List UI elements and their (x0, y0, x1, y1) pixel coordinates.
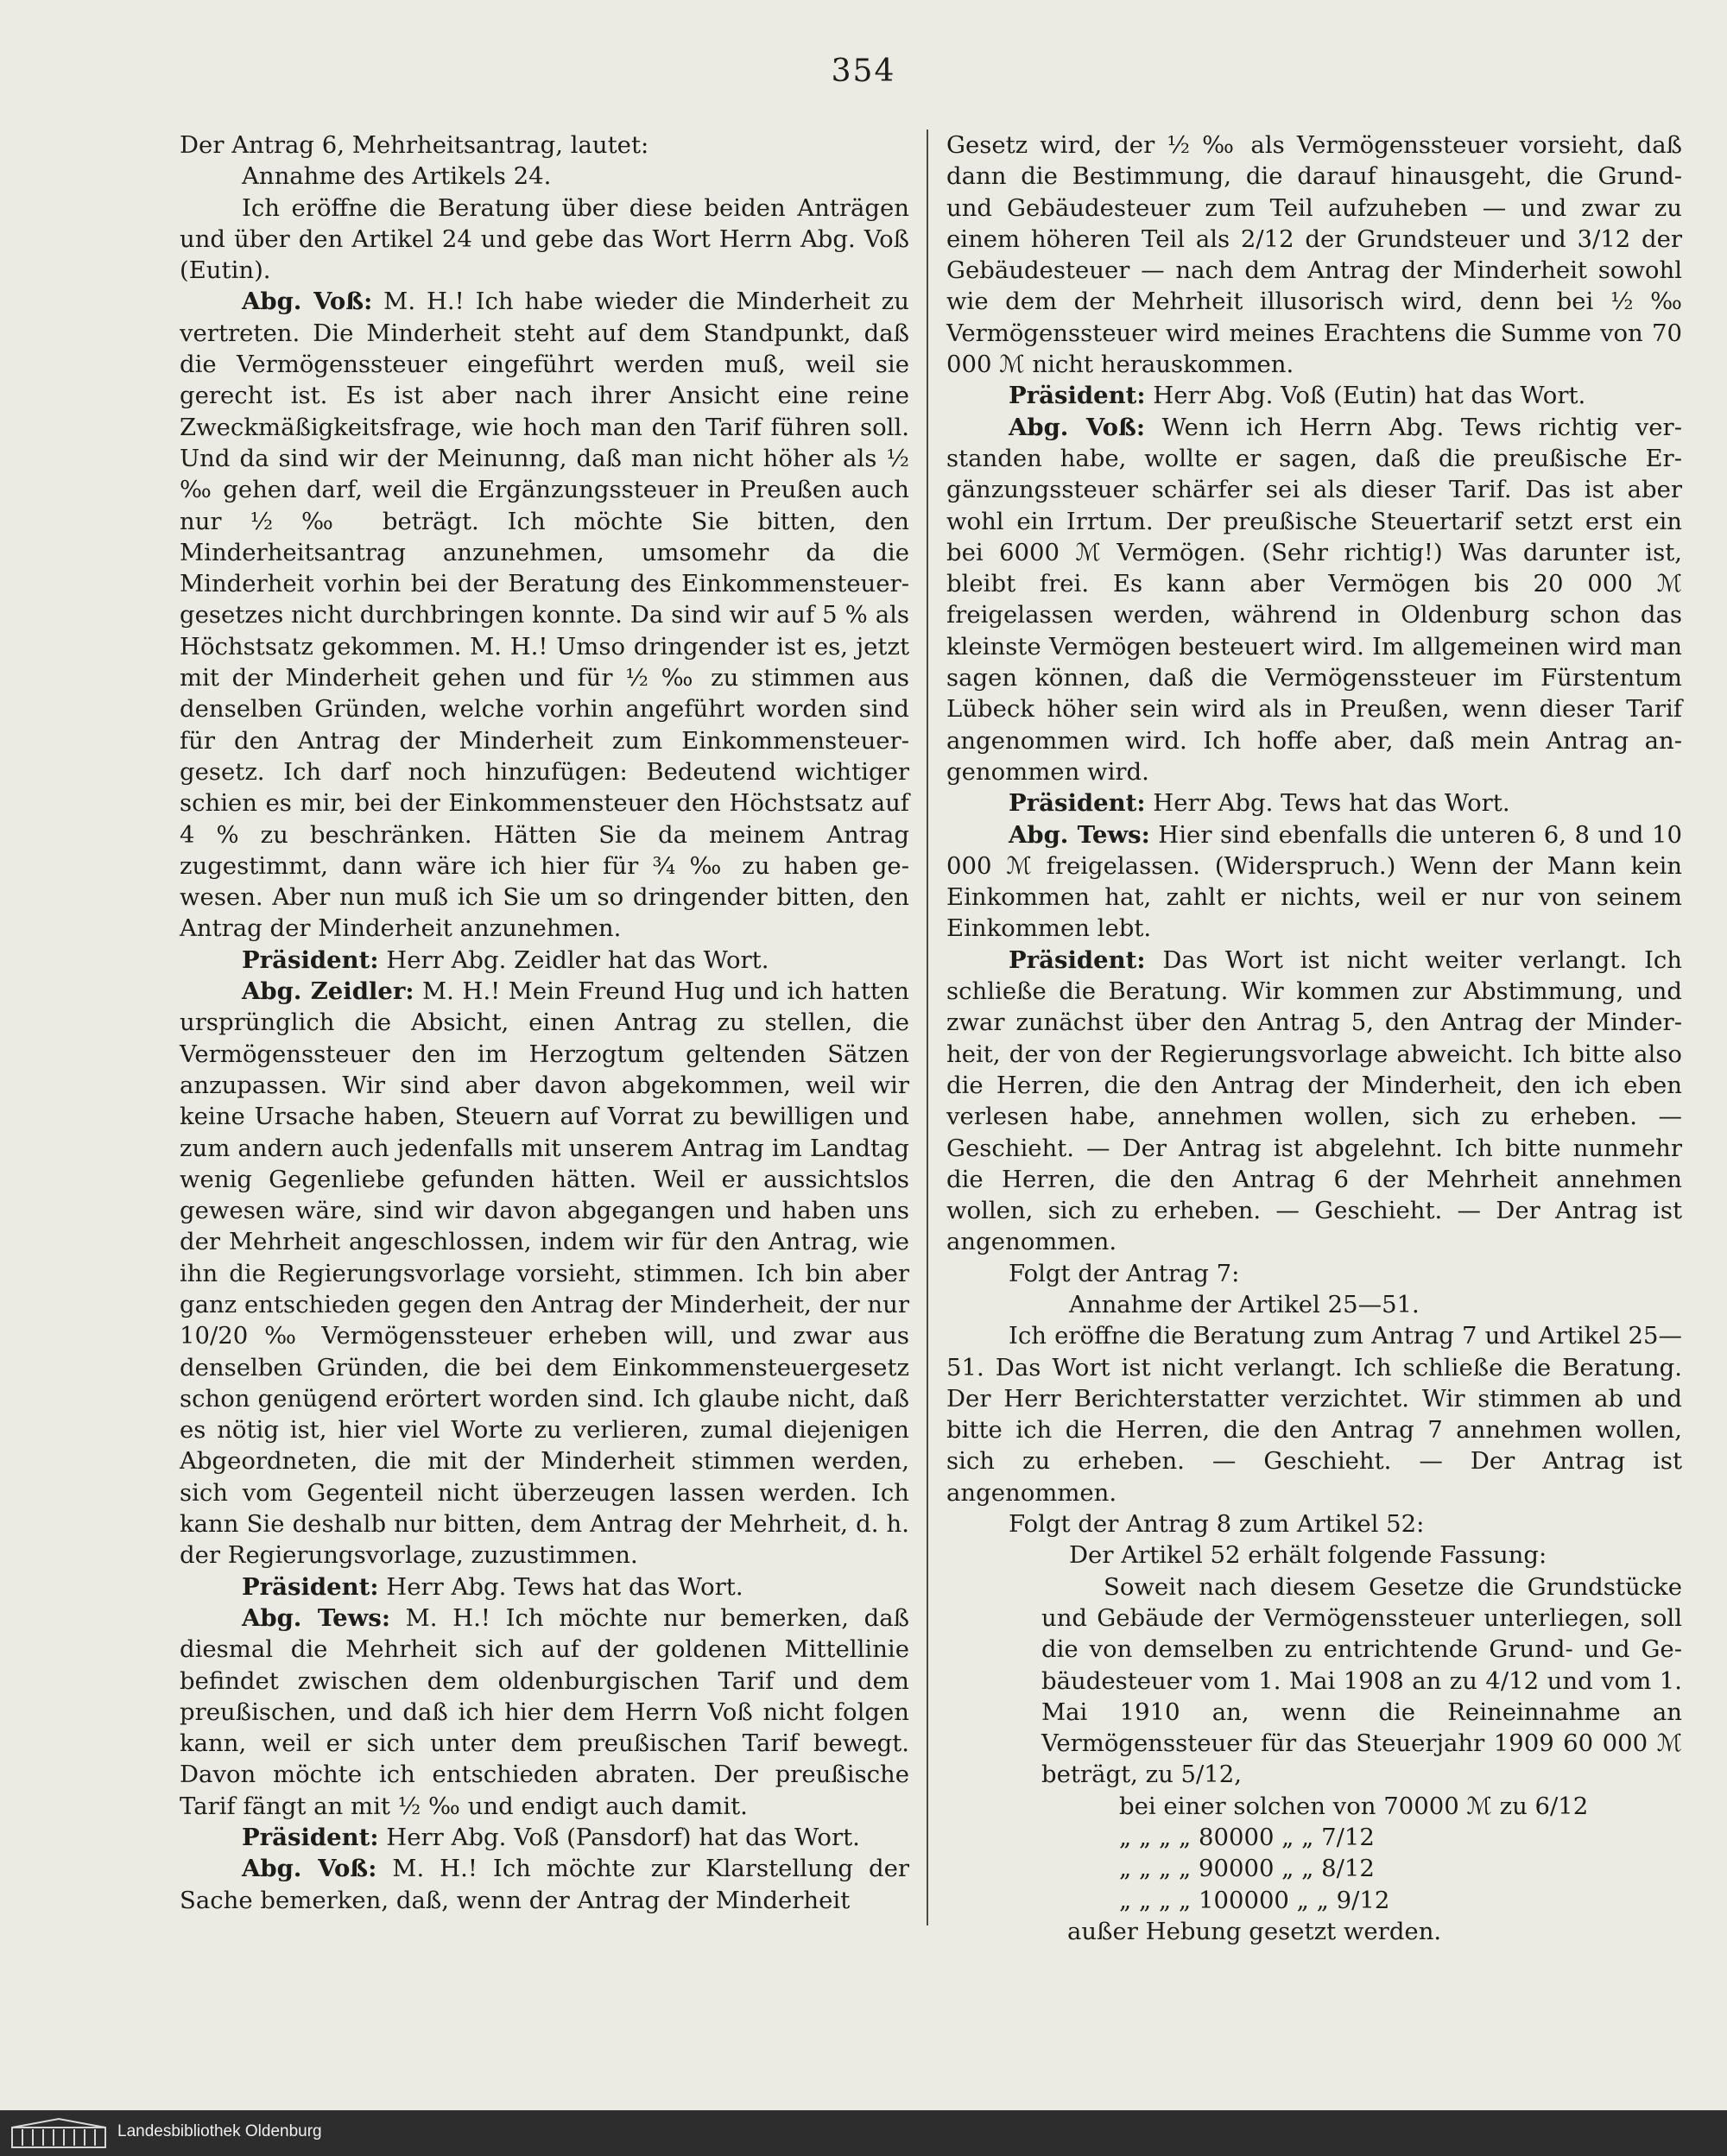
column-divider (927, 130, 928, 1925)
speaker-label: Abg. Tews: (242, 1603, 390, 1632)
speaker-label: Präsident: (1009, 382, 1146, 410)
paragraph: Folgt der Antrag 7: (1009, 1259, 1240, 1287)
paragraph: Annahme des Artikels 24. (242, 162, 552, 191)
speaker-label: Abg. Voß: (242, 288, 373, 316)
speech-text: M. H.! Ich möchte zur Klarstellung der Sache bemerken, daß, wenn der Antrag der Minderheit (180, 1855, 909, 1914)
speaker-label: Präsident: (242, 945, 379, 974)
left-column (180, 130, 909, 1916)
speech-text: Herr Abg. Zeidler hat das Wort. (378, 945, 769, 974)
speaker-label: Abg. Zeidler: (242, 977, 414, 1006)
speaker-label: Präsident: (1009, 945, 1146, 974)
speech-paragraph (946, 380, 1682, 411)
paragraph: Annahme der Artikel 25—51. (1069, 1290, 1420, 1318)
speech-paragraph (180, 1603, 909, 1822)
speech-paragraph (946, 412, 1682, 788)
paragraph: Soweit nach diesem Gesetze die Grundstücke und Gebäude der Vermögenssteuer unterliegen, soll die von demselben zu entrichtende Grund- und Gebäudesteuer vom 1. Mai 1908 an zu 4/12 und vom 1. Mai 1910 an, wenn die Reineinnahme an Vermögenssteuer für das Steuerjahr 1909 60 000 ℳ beträgt, zu 5/12, (1041, 1572, 1682, 1789)
speech-text: Wenn ich Herrn Abg. Tews richtig verstanden habe, wollte er sagen, daß die preußische Ergänzungssteuer schärfer sei als dieser Tarif. Das ist aber wohl ein Irrtum. Der preußische Steuertarif setzt erst ein bei 6000 ℳ Vermögen. (Sehr richtig!) Was darunter ist, bleibt frei. Es kann aber Vermögen bis 20 000 ℳ freigelassen werden, während in Oldenburg schon das kleinste Vermögen besteuert wird. Im allgemeinen wird man sagen können, daß die Vermögenssteuer im Fürstentum Lübeck höher sein wird als in Preußen, wenn dieser Tarif angenommen wird. Ich hoffe aber, daß mein Antrag angenommen wird. (946, 413, 1682, 786)
paragraph: außer Hebung gesetzt werden. (1067, 1917, 1442, 1945)
speaker-label: Präsident: (1009, 789, 1146, 818)
speaker-label: Abg. Tews: (1009, 820, 1150, 849)
speech-text: M. H.! Mein Freund Hug und ich hatten ursprünglich die Absicht, einen Antrag zu stellen, die Vermögenssteuer den im Herzogtum geltenden Sätzen anzupassen. Wir sind aber davon abgekommen, weil wir keine Ursache haben, Steuern auf Vorrat zu bewilligen und zum andern auch jedenfalls mit unserem Antrag im Landtag wenig Gegenliebe gefunden hätten. Weil er aussichtslos gewesen wäre, sind wir davon abgegangen und haben uns der Mehrheit angeschlossen, indem wir für den Antrag, wie ihn die Regierungsvorlage vorsieht, stimmen. Ich bin aber ganz entschieden gegen den Antrag der Minderheit, der nur 10/20 ‰ Vermögenssteuer erheben will, und zwar aus denselben Gründen, die bei dem Einkommensteuergesetz schon genügend erörtert worden sind. Ich glaube nicht, daß es nötig ist, hier viel Worte zu verlieren, zumal diejenigen Abgeordneten, die mit der Minderheit stimmen werden, sich vom Gegenteil nicht überzeugen lassen werden. Ich kann Sie deshalb nur bitten, dem Antrag der Mehrheit, d. h. der Regierungsvorlage, zuzustimmen. (180, 977, 909, 1570)
speech-paragraph (180, 1822, 909, 1853)
library-name: Landesbibliothek Oldenburg (117, 2122, 322, 2140)
speech-text: Herr Abg. Voß (Pansdorf) hat das Wort. (378, 1824, 860, 1852)
speaker-label: Abg. Voß: (242, 1855, 377, 1883)
speech-paragraph (946, 945, 1682, 1258)
paragraph: Der Antrag 6, Mehrheitsantrag, lautet: (180, 131, 649, 159)
paragraph: Der Artikel 52 erhält folgende Fassung: (1069, 1541, 1547, 1570)
speech-text: M. H.! Ich habe wieder die Minderheit zu vertreten. Die Minderheit steht auf dem Standpunkt, daß die Vermögenssteuer eingeführt werden muß, weil sie gerecht ist. Es ist aber nach ihrer Ansicht eine reine Zweckmäßigkeitsfrage, wie hoch man den Tarif führen soll. Und da sind wir der Meinunng, daß man nicht höher als ½ ‰ gehen darf, weil die Ergänzungssteuer in Preußen auch nur ½ ‰ beträgt. Ich möchte Sie bitten, den Minderheitsantrag anzunehmen, umsomehr da die Minderheit vorhin bei der Beratung des Einkommensteuergesetzes nicht durchbringen konnte. Da sind wir auf 5 % als Höchstsatz gekommen. M. H.! Umso dringender ist es, jetzt mit der Minderheit gehen und für ½ ‰ zu stimmen aus denselben Gründen, welche vorhin angeführt worden sind für den Antrag der Minderheit zum Einkommensteuergesetz. Ich darf noch hinzufügen: Bedeutend wichtiger schien es mir, bei der Einkommensteuer den Höchstsatz auf 4 % zu beschränken. Hätten Sie da meinem Antrag zugestimmt, dann wäre ich hier für ¾ ‰ zu haben gewesen. Aber nun muß ich Sie um so dringender bitten, den Antrag der Minderheit anzunehmen. (180, 288, 909, 943)
speaker-label: Abg. Voß: (1009, 413, 1146, 441)
right-column (946, 130, 1682, 1947)
paragraph: Ich eröffne die Beratung über diese beiden Anträgen und über den Artikel 24 und gebe das Wort Herrn Abg. Voß (Eutin). (180, 193, 909, 285)
paragraph: Folgt der Antrag 8 zum Artikel 52: (1009, 1510, 1425, 1539)
speech-paragraph (180, 1571, 909, 1603)
tariff-line: „ „ „ „ 80000 „ „ 7/12 (1119, 1824, 1375, 1852)
speech-text: Herr Abg. Tews hat das Wort. (1145, 789, 1510, 818)
tariff-line: „ „ „ „ 100000 „ „ 9/12 (1119, 1886, 1390, 1914)
speech-text: M. H.! Ich möchte nur bemerken, daß diesmal die Mehrheit sich auf der goldenen Mittellinie befindet zwischen dem oldenburgischen Tarif und dem preußischen, und daß ich hier dem Herrn Voß nicht folgen kann, weil er sich unter dem preußischen Tarif bewegt. Davon möchte ich entschieden abraten. Der preußische Tarif fängt an mit ½ ‰ und endigt auch damit. (180, 1603, 909, 1820)
speech-text: Das Wort ist nicht weiter verlangt. Ich schließe die Beratung. Wir kommen zur Abstimmung, und zwar zunächst über den Antrag 5, den Antrag der Minderheit, der von der Regierungsvorlage abweicht. Ich bitte also die Herren, die den Antrag der Minderheit, den ich eben verlesen habe, annehmen wollen, sich zu erheben. — Geschieht. — Der Antrag ist abgelehnt. Ich bitte nunmehr die Herren, die den Antrag 6 der Mehrheit annehmen wollen, sich zu erheben. — Geschieht. — Der Antrag ist angenommen. (946, 945, 1682, 1256)
speech-text: Herr Abg. Tews hat das Wort. (378, 1572, 743, 1601)
speech-paragraph (180, 945, 909, 976)
tariff-line: bei einer solchen von 70000 ℳ zu 6/12 (1119, 1792, 1589, 1820)
page-number: 354 (831, 54, 896, 89)
speech-paragraph (946, 787, 1682, 819)
speech-text: Herr Abg. Voß (Eutin) hat das Wort. (1145, 382, 1586, 410)
speech-paragraph (946, 819, 1682, 945)
speech-paragraph (180, 976, 909, 1571)
footer-bar (0, 2110, 1727, 2156)
paragraph: Gesetz wird, der ½ ‰ als Vermögenssteuer vorsieht, daß dann die Bestimmung, die darauf hinausgeht, die Grund- und Gebäudesteuer zum Teil aufzuheben — und zwar zu einem höheren Teil als 2/12 der Grundsteuer und 3/12 der Gebäudesteuer — nach dem Antrag der Minderheit sowohl wie dem der Mehrheit illusorisch wird, denn bei ½ ‰ Vermögenssteuer wird meines Erachtens die Summe von 70 000 ℳ nicht herauskommen. (946, 131, 1682, 379)
library-building-icon (10, 2117, 107, 2149)
speech-text: Hier sind ebenfalls die unteren 6, 8 und 10 000 ℳ freigelassen. (Widerspruch.) Wenn der Mann kein Einkommen hat, zahlt er nichts, weil er nur von seinem Einkommen lebt. (946, 820, 1682, 943)
speaker-label: Präsident: (242, 1572, 379, 1601)
speech-paragraph (180, 1853, 909, 1916)
speech-paragraph (180, 286, 909, 944)
speaker-label: Präsident: (242, 1824, 379, 1852)
tariff-line: „ „ „ „ 90000 „ „ 8/12 (1119, 1855, 1375, 1883)
paragraph: Ich eröffne die Beratung zum Antrag 7 und Artikel 25—51. Das Wort ist nicht verlangt. Ich schließe die Beratung. Der Herr Berichterstatter verzichtet. Wir stimmen ab und bitte ich die Herren, die den Antrag 7 annehmen wollen, sich zu erheben. — Geschieht. — Der Antrag ist angenommen. (946, 1322, 1682, 1507)
